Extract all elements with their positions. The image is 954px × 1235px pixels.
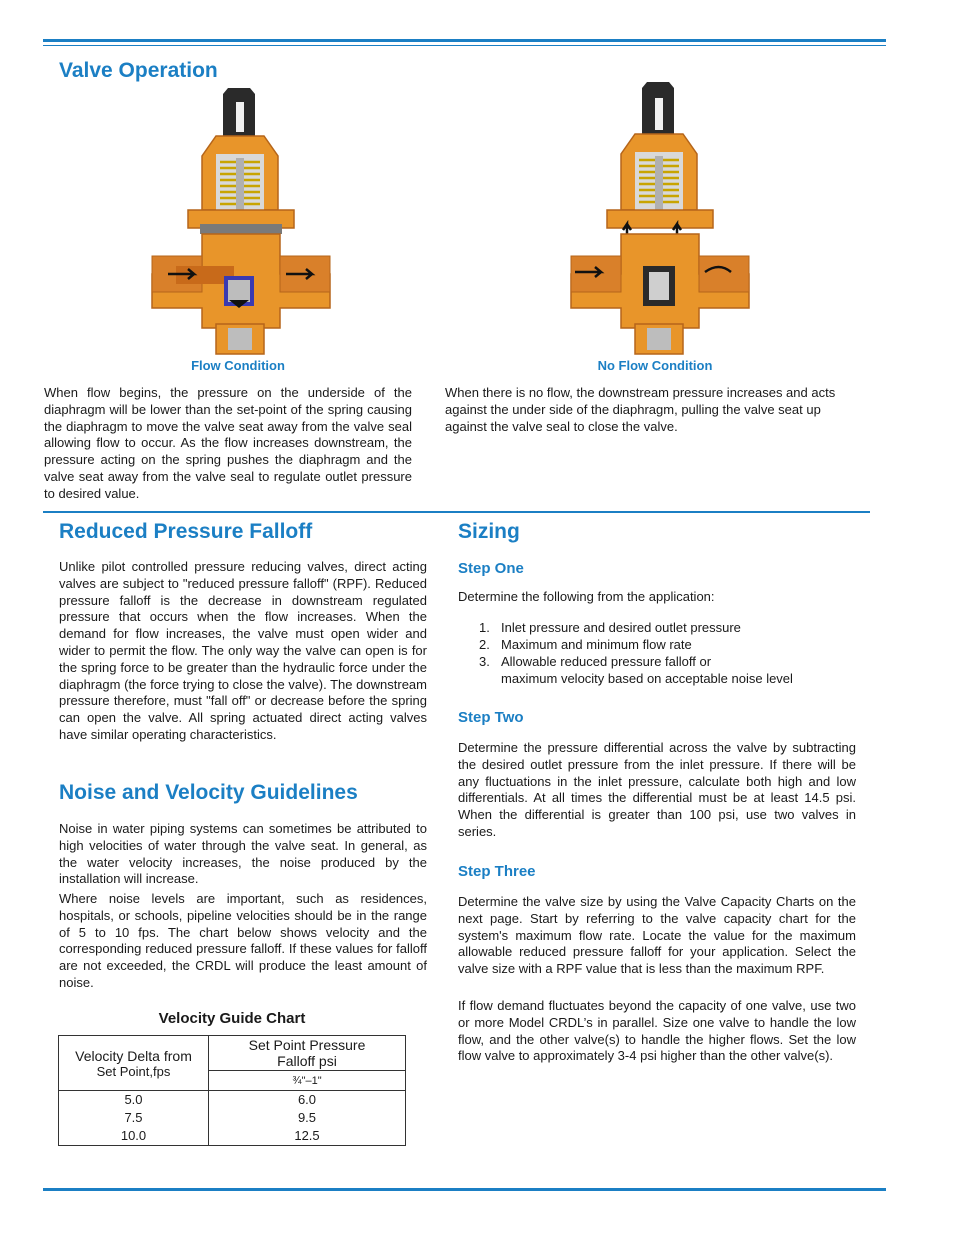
velocity-value: 7.5 [124, 1110, 143, 1125]
section-divider [43, 511, 870, 513]
step-two-title: Step Two [458, 709, 524, 726]
list-item: 3. Allowable reduced pressure falloff or maximum velocity based on acceptable noise level [479, 654, 793, 686]
list-item: 1. Inlet pressure and desired outlet pressure [479, 620, 741, 635]
step-three-title: Step Three [458, 863, 536, 880]
step-one-list [479, 619, 859, 687]
valve-flow-cutaway-icon [146, 84, 336, 356]
noise-title: Noise and Velocity Guidelines [59, 781, 358, 804]
noise-text-2: Where noise levels are important, such as residences, hospitals, or schools, pipeline velocities should be in the range of 5 to 10 fps. The chart below shows velocity and the corresponding reduced pressure falloff. If these values for falloff are not exceeded, the CRDL will produce the least amount of noise. [59, 891, 427, 990]
falloff-subheader: ¾"–1" [209, 1071, 406, 1091]
velocity-chart-title: Velocity Guide Chart [158, 1010, 306, 1027]
noise-text-1: Noise in water piping systems can sometimes be attributed to high velocities of water through the valve seat. In general, as the water velocity increases, the noise produced by the installation will increase. [59, 821, 427, 887]
top-rule [43, 39, 886, 46]
flow-condition-text: When flow begins, the pressure on the underside of the diaphragm will be lower than the set-point of the spring causing the diaphragm to move the valve seat away from the valve seal allowing flow to occur. As the flow increases downstream, the pressure acting on the spring pushes the diaphragm and the valve seat away from the valve seal to regulate outlet pressure to desired value. [44, 385, 412, 501]
flow-condition-caption: Flow Condition [191, 358, 285, 373]
velocity-values-cell [59, 1091, 209, 1146]
list-item: 2. Maximum and minimum flow rate [479, 637, 692, 652]
velocity-subheader: Set Point,fps [96, 1063, 171, 1079]
velocity-value: 5.0 [124, 1092, 143, 1107]
step-one-title: Step One [458, 560, 524, 577]
step-one-intro: Determine the following from the application: [458, 589, 715, 604]
valve-operation-title: Valve Operation [59, 59, 218, 82]
falloff-header: Set Point Pressure Falloff psi [209, 1036, 406, 1071]
velocity-guide-table [58, 1035, 406, 1146]
velocity-header-cell [59, 1036, 209, 1091]
no-flow-condition-caption: No Flow Condition [597, 358, 713, 373]
valve-no-flow-cutaway-icon [565, 78, 755, 356]
falloff-values-cell [209, 1091, 406, 1146]
sizing-title: Sizing [458, 520, 520, 543]
no-flow-condition-text: When there is no flow, the downstream pressure increases and acts against the under side of the diaphragm, pulling the valve seat up against the valve seal to close the valve. [445, 385, 836, 434]
step-two-text: Determine the pressure differential across the valve by subtracting the desired outlet pressure from the inlet pressure. If there will be any fluctuations in the inlet pressure, calculate both high and low differentials. At all times the differential must be at least 14.5 psi. When the differential is greater than 100 psi, use two valves in series. [458, 740, 856, 839]
falloff-value: 9.5 [297, 1110, 317, 1125]
bottom-rule [43, 1188, 886, 1191]
velocity-header: Velocity Delta from [75, 1047, 192, 1064]
step-three-text-2: If flow demand fluctuates beyond the capacity of one valve, use two or more Model CRDL’s in parallel. Size one valve to handle the low flow, and the other valve(s) to handle the higher flows. Set the low flow valve to approximately 3-4 psi higher than the other valve(s). [458, 998, 856, 1064]
step-three-text-1: Determine the valve size by using the Valve Capacity Charts on the next page. Start by referring to the valve capacity chart for the system's maximum flow rate. Locate the value for the maximum allowable reduced pressure falloff for your application. Select the valve size with a RPF value that is less than the maximum RPF. [458, 894, 856, 977]
rpf-title: Reduced Pressure Falloff [59, 520, 313, 543]
falloff-value: 12.5 [294, 1128, 320, 1143]
rpf-text: Unlike pilot controlled pressure reducing valves, direct acting valves are subject to "reduced pressure falloff" (RPF). Reduced pressure falloff is the decrease in downstream regulated pressure that occurs when the flow increases. When the demand for flow increases, the valve must open wider and wider to permit the flow. The only way the valve can open is for the spring force to be greater than the hydraulic force under the diaphragm (the force trying to close the valve). The downstream pressure therefore, must "fall off" or decrease before the spring can open the valve. All spring actuated direct acting valves have similar operating characteristics. [59, 559, 427, 742]
falloff-value: 6.0 [297, 1092, 317, 1107]
velocity-value: 10.0 [120, 1128, 147, 1143]
